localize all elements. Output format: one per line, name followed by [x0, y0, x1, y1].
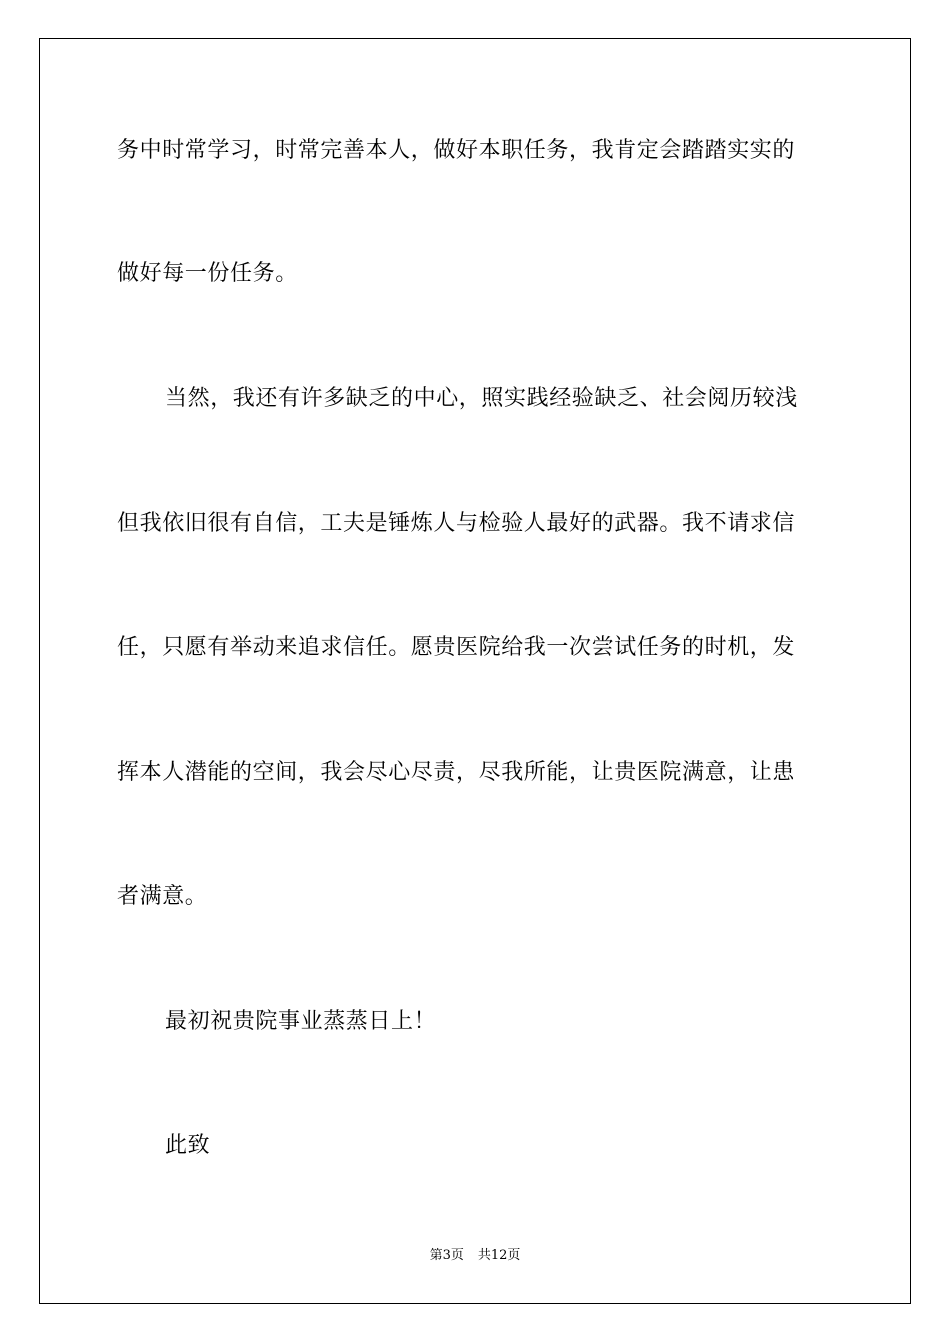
body-line-4: 但我依旧很有自信，工夫是锤炼人与检验人最好的武器。我不请求信: [117, 511, 796, 536]
page-total: 共12页: [477, 1248, 521, 1263]
closing-wish: 最初祝贵院事业蒸蒸日上！: [165, 1009, 437, 1034]
body-line-2: 做好每一份任务。: [117, 261, 298, 286]
page-footer: [0, 1248, 950, 1264]
body-line-1: 务中时常学习，时常完善本人，做好本职任务，我肯定会踏踏实实的: [117, 138, 796, 163]
page-border: [39, 38, 911, 1304]
salutation: 此致: [165, 1133, 211, 1158]
body-line-5: 任，只愿有举动来追求信任。愿贵医院给我一次尝试任务的时机，发: [117, 635, 796, 660]
page-number: 第3页: [429, 1248, 464, 1263]
body-line-7: 者满意。: [117, 884, 208, 909]
body-line-6: 挥本人潜能的空间，我会尽心尽责，尽我所能，让贵医院满意，让患: [117, 760, 796, 785]
body-line-3: 当然，我还有许多缺乏的中心，照实践经验缺乏、社会阅历较浅: [165, 386, 798, 411]
